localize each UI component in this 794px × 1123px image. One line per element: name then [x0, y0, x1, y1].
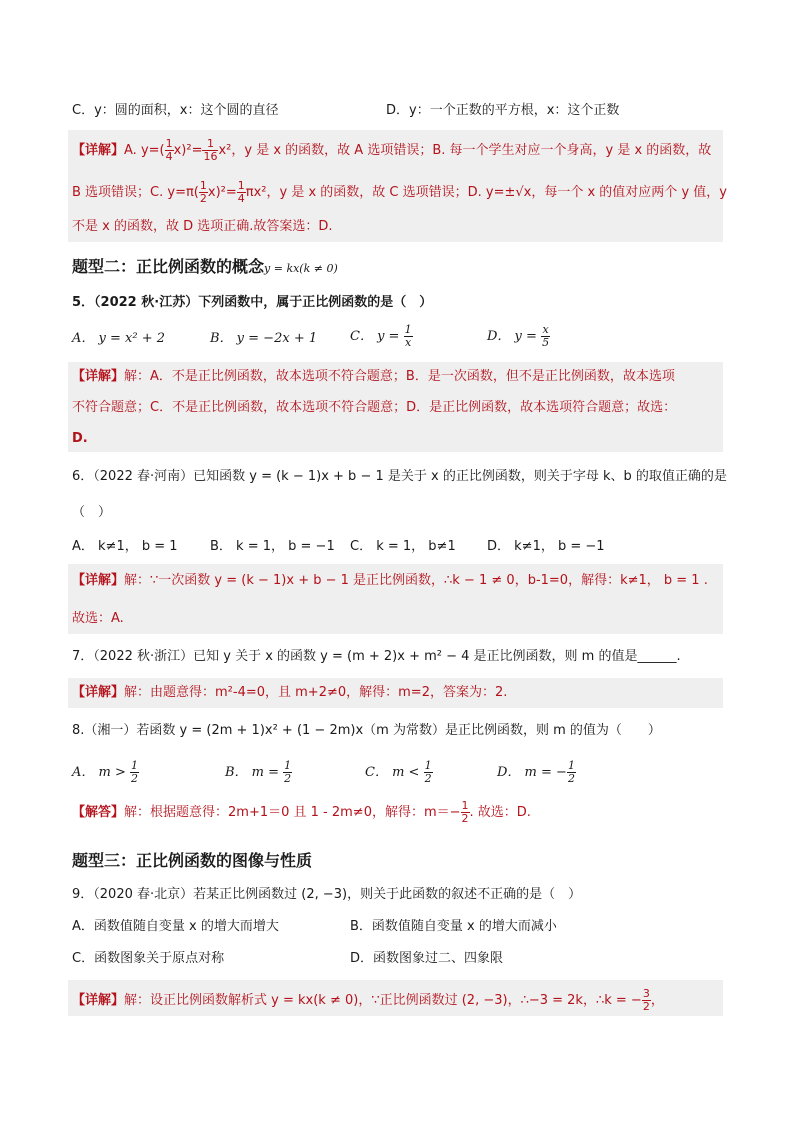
q4-detail-line3: 不是 x 的函数，故 D 选项正确.故答案选：D. [72, 219, 333, 234]
q6-detail-line1: 【详解】解：∵一次函数 y = (k − 1)x + b − 1 是正比例函数，∴k − 1 ≠ 0，b-1=0，解得：k≠1， b = 1 . [72, 573, 708, 588]
q6-option-c: C． k = 1， b≠1 [350, 539, 456, 554]
q6-option-b: B． k = 1， b = −1 [210, 539, 335, 554]
q8-option-d: D． m = − $\frac{1}{2}$ [497, 759, 575, 785]
q4-detail-line2: B 选项错误；C. y=π( $\frac{1}{2}$ x)²= $\frac{1}{4}$ πx²，y 是 x 的函数，故 C 选项错误；D. y=±√x，每一个 x 的值对应两个 y 值，y [72, 179, 727, 205]
q9-stem: 9．（2020 春·北京）若某正比例函数过 (2, −3)，则关于此函数的叙述不正确的是（ ） [72, 887, 582, 902]
q5-option-d: D． y = $\frac{x}{5}$ [487, 323, 550, 349]
q6-option-a: A． k≠1， b = 1 [72, 539, 178, 554]
q6-option-d: D． k≠1， b = −1 [487, 539, 605, 554]
q6-detail-line2: 故选：A. [72, 611, 124, 626]
q7-stem: 7．（2022 秋·浙江）已知 y 关于 x 的函数 y = (m + 2)x + m² − 4 是正比例函数，则 m 的值是______. [72, 649, 681, 664]
q4-option-c: C．y：圆的面积，x：这个圆的直径 [72, 103, 279, 118]
fraction: $\frac{1}{4}$ [165, 137, 173, 163]
q9-option-a: A．函数值随自变量 x 的增大而增大 [72, 919, 279, 934]
q9-option-d: D．函数图象过二、四象限 [350, 951, 504, 966]
q8-detail: 【解答】解：根据题意得：2m+1＝0 且 1 - 2m≠0，解得：m＝− $\frac{1}{2}$ . 故选：D. [72, 799, 531, 825]
q9-option-c: C．函数图象关于原点对称 [72, 951, 225, 966]
q8-option-b: B． m = $\frac{1}{2}$ [225, 759, 292, 785]
q7-detail: 【详解】解：由题意得：m²-4=0，且 m+2≠0，解得：m=2，答案为：2. [72, 685, 508, 700]
fraction: $\frac{1}{2}$ [199, 179, 207, 205]
fraction: $\frac{1}{4}$ [237, 179, 245, 205]
q4-detail-line1: 【详解】A. y=( $\frac{1}{4}$ x)²= $\frac{1}{16}$ x²，y 是 x 的函数，故 A 选项错误；B. 每一个学生对应一个身高，y 是 x 的函数，故 [72, 137, 712, 163]
q5-detail-line1: 【详解】解：A．不是正比例函数，故本选项不符合题意；B．是一次函数，但不是正比例函数，故本选项 [72, 369, 675, 384]
q4-option-d: D．y：一个正数的平方根，x：这个正数 [386, 103, 620, 118]
q6-stem-2: （ ） [72, 505, 112, 520]
section-formula: y = kx(k ≠ 0) [264, 262, 338, 275]
q5-option-a: A． y = x² + 2 [72, 331, 165, 346]
q5-detail-line3: D. [72, 431, 88, 446]
q9-option-b: B．函数值随自变量 x 的增大而减小 [350, 919, 557, 934]
q5-stem: 5．（2022 秋·江苏）下列函数中，属于正比例函数的是（ ） [72, 295, 433, 310]
q9-detail: 【详解】解：设正比例函数解析式 y = kx(k ≠ 0)，∵正比例函数过 (2, −3)，∴−3 = 2k，∴k = − $\frac{3}{2}$ ， [72, 987, 664, 1013]
detail-tag: 【详解】 [72, 143, 125, 158]
q5-detail-line2: 不符合题意；C．不是正比例函数，故本选项不符合题意；D．是正比例函数，故本选项符合题意；故选： [72, 400, 677, 415]
q6-stem: 6．（2022 春·河南）已知函数 y = (k − 1)x + b − 1 是关于 x 的正比例函数，则关于字母 k、b 的取值正确的是 [72, 469, 727, 484]
q8-stem: 8.（湘一）若函数 y = (2m + 1)x² + (1 − 2m)x（m 为常数）是正比例函数，则 m 的值为（ ） [72, 723, 661, 738]
q5-option-c: C． y = $\frac{1}{x}$ [350, 323, 412, 349]
fraction: $\frac{1}{16}$ [203, 137, 218, 163]
section-heading-2: 题型二：正比例函数的概念y = kx(k ≠ 0) [72, 257, 338, 276]
q5-option-b: B． y = −2x + 1 [210, 331, 318, 346]
q8-option-c: C． m < $\frac{1}{2}$ [365, 759, 432, 785]
section-heading-3: 题型三：正比例函数的图像与性质 [72, 851, 313, 870]
q8-option-a: A． m > $\frac{1}{2}$ [72, 759, 139, 785]
